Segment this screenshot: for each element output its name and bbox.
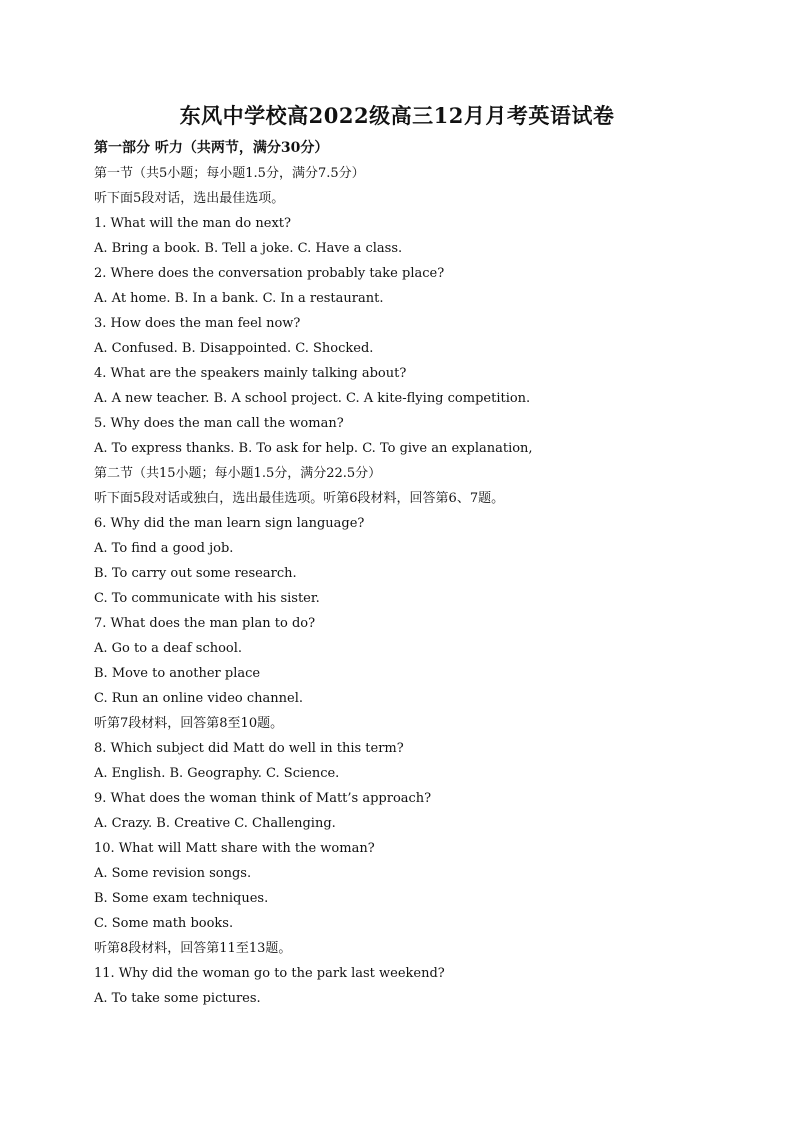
text-line: 第一部分 听力（共两节，满分30分） bbox=[94, 140, 329, 156]
text-line: B. Move to another place bbox=[94, 666, 261, 681]
text-line: A. A new teacher. B. A school project. C. A kite-flying competition. bbox=[94, 391, 531, 406]
text-line: 第一节（共5小题；每小题1.5分，满分7.5分） bbox=[94, 166, 365, 181]
text-line: B. To carry out some research. bbox=[94, 566, 297, 581]
text-line: A. English. B. Geography. C. Science. bbox=[94, 766, 340, 781]
text-line: 听下面5段对话，选出最佳选项。 bbox=[94, 191, 285, 206]
text-line: C. To communicate with his sister. bbox=[94, 591, 320, 606]
text-line: A. To express thanks. B. To ask for help. C. To give an explanation, bbox=[94, 441, 533, 456]
text-line: 10. What will Matt share with the woman? bbox=[94, 841, 375, 856]
text-line: 3. How does the man feel now? bbox=[94, 316, 301, 331]
exam-content bbox=[94, 136, 734, 1011]
text-line: A. Some revision songs. bbox=[94, 866, 252, 881]
text-line: 2. Where does the conversation probably take place? bbox=[94, 266, 445, 281]
text-line: C. Run an online video channel. bbox=[94, 691, 303, 706]
exam-title: 东风中学校高2022级高三12月月考英语试卷 bbox=[179, 103, 615, 128]
text-line: 听下面5段对话或独白，选出最佳选项。听第6段材料，回答第6、7题。 bbox=[94, 491, 505, 506]
text-line: A. Bring a book. B. Tell a joke. C. Have a class. bbox=[94, 241, 403, 256]
text-line: A. To take some pictures. bbox=[94, 991, 261, 1006]
text-line: 听第7段材料，回答第8至10题。 bbox=[94, 716, 284, 731]
text-line: C. Some math books. bbox=[94, 916, 234, 931]
text-line: B. Some exam techniques. bbox=[94, 891, 269, 906]
text-line: A. To find a good job. bbox=[94, 541, 234, 556]
text-line: A. At home. B. In a bank. C. In a restaurant. bbox=[94, 291, 384, 306]
text-line: 7. What does the man plan to do? bbox=[94, 616, 316, 631]
text-line: 6. Why did the man learn sign language? bbox=[94, 516, 365, 531]
text-line: A. Go to a deaf school. bbox=[94, 641, 243, 656]
text-line: A. Confused. B. Disappointed. C. Shocked. bbox=[94, 341, 374, 356]
text-line: 听第8段材料，回答第11至13题。 bbox=[94, 941, 292, 956]
text-line: 11. Why did the woman go to the park last weekend? bbox=[94, 966, 445, 981]
text-line: 9. What does the woman think of Matt’s approach? bbox=[94, 791, 432, 806]
text-line: 1. What will the man do next? bbox=[94, 216, 291, 231]
text-line: A. Crazy. B. Creative C. Challenging. bbox=[94, 816, 336, 831]
text-line: 5. Why does the man call the woman? bbox=[94, 416, 344, 431]
text-line: 4. What are the speakers mainly talking about? bbox=[94, 366, 407, 381]
text-line: 第二节（共15小题；每小题1.5分，满分22.5分） bbox=[94, 466, 382, 481]
text-line: 8. Which subject did Matt do well in this term? bbox=[94, 741, 404, 756]
